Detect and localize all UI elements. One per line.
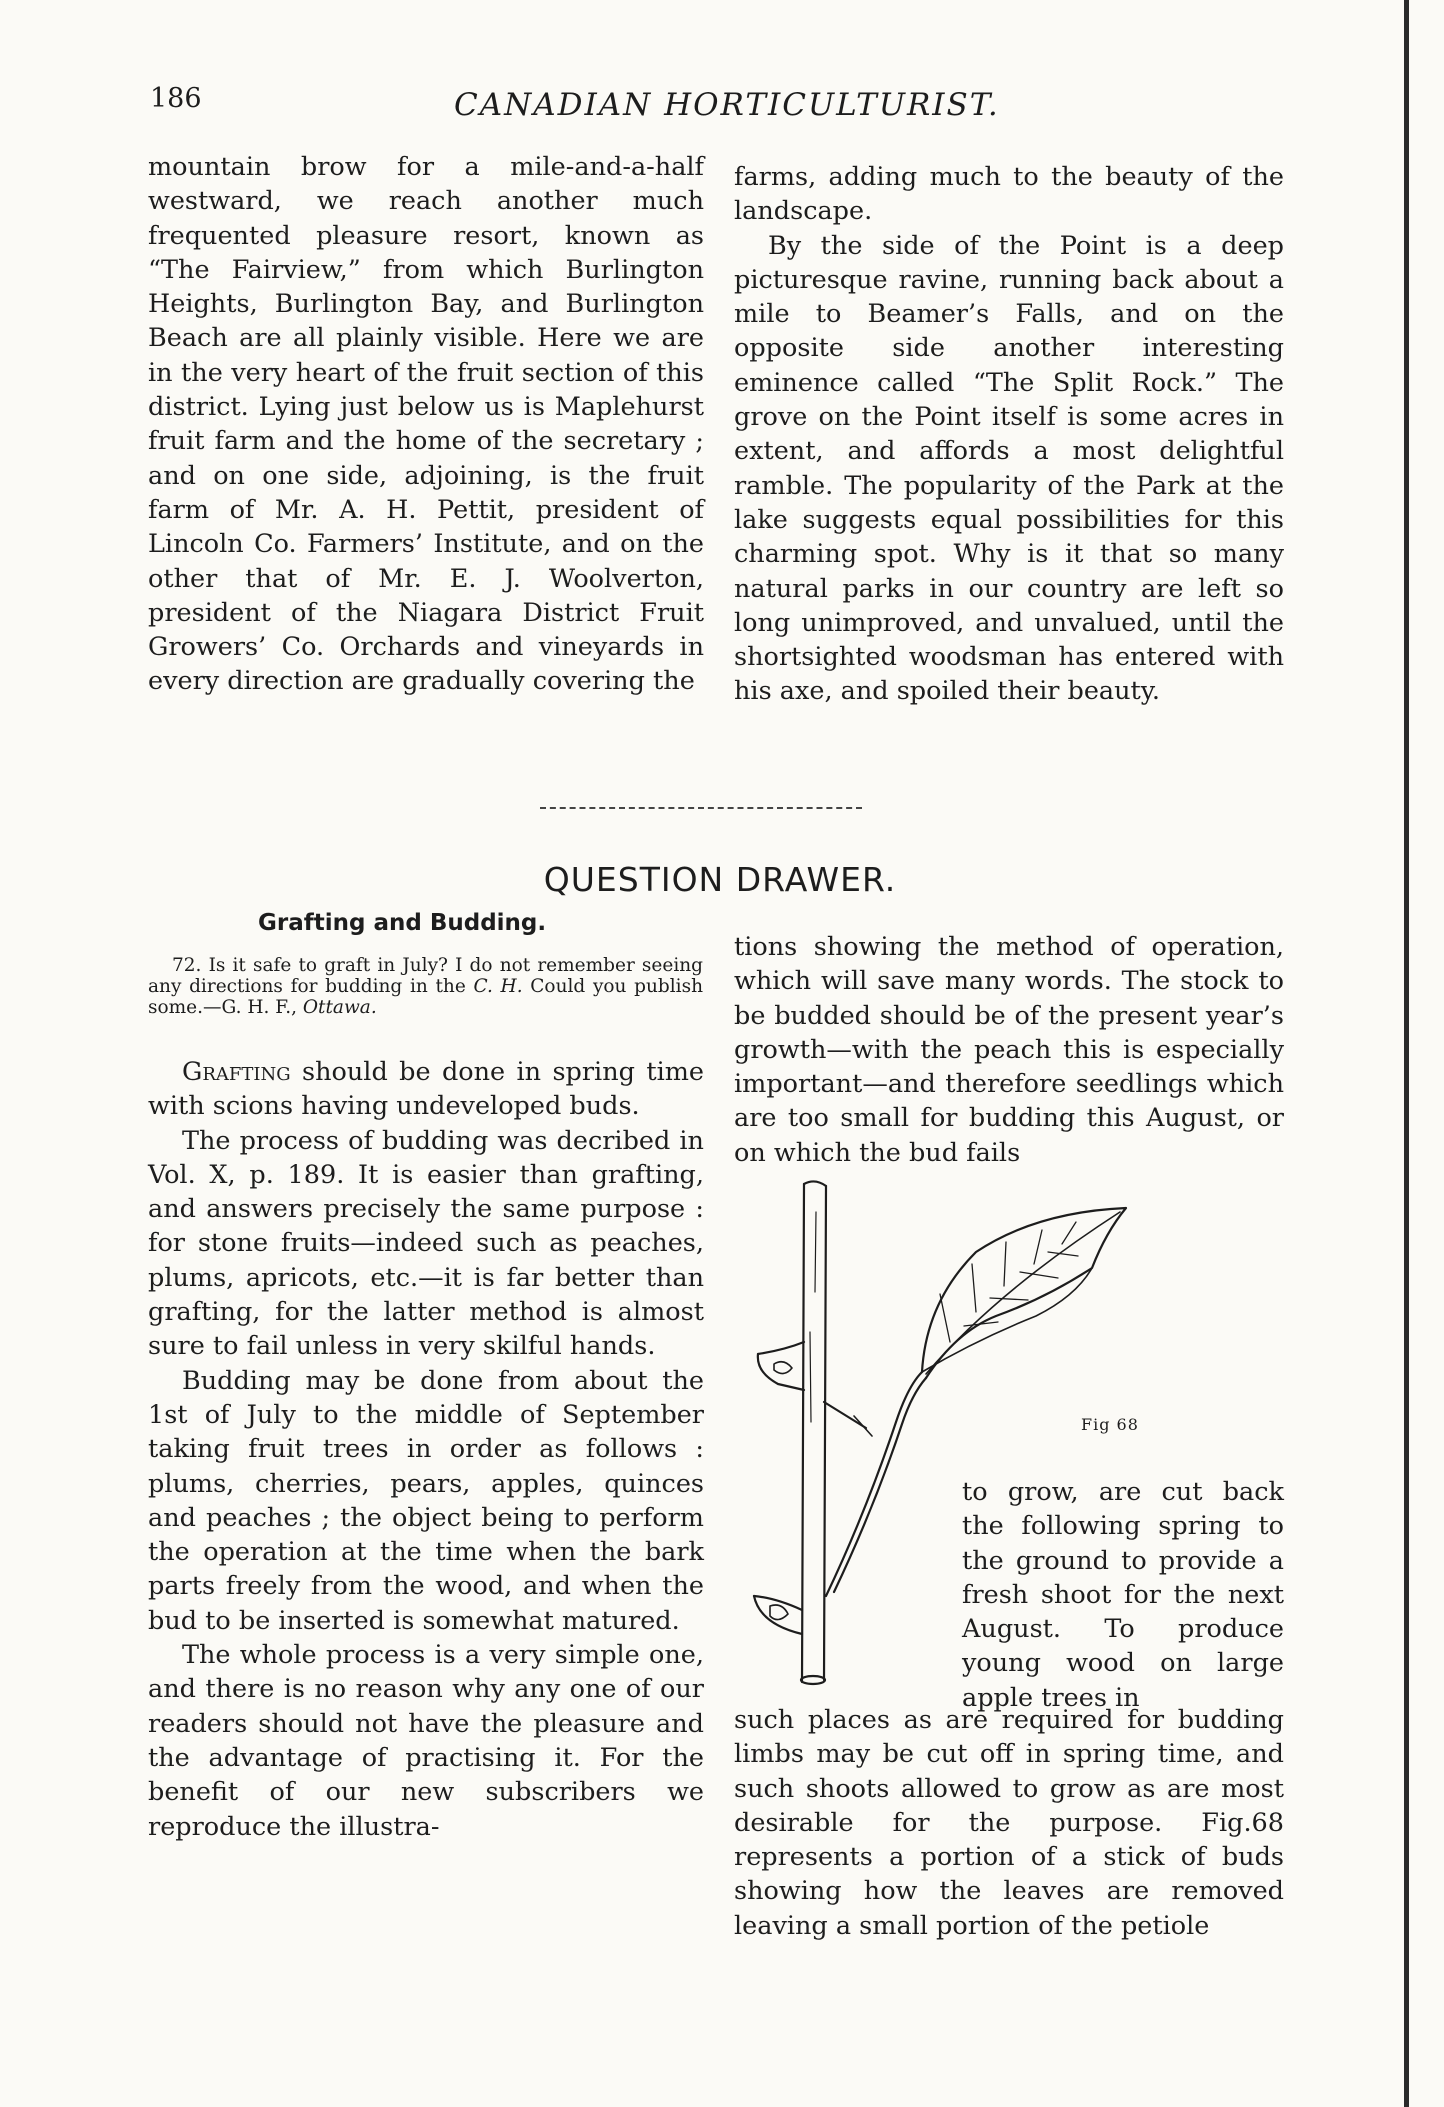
- subheading: Grafting and Budding.: [258, 910, 547, 936]
- page-edge: [1404, 0, 1409, 2107]
- answer-paragraph: The process of budding was decribed in Vol. X, p. 189. It is easier than grafting, and answers precisely the same purpose : for stone fruits—indeed such as peaches, plums, apricots, etc.—it is far better than grafting, for the latter method is almost sure to fail unless in very skilful hands.: [148, 1125, 704, 1362]
- question-text: 72. Is it safe to graft in July? I do not remember seeing any directions for budding in the: [148, 955, 703, 997]
- running-title: CANADIAN HORTICULTURIST.: [454, 87, 1000, 123]
- figure-label: Fig 68: [1081, 1415, 1139, 1434]
- article-text-continued: farms, adding much to the beauty of the landscape.: [734, 162, 1284, 227]
- section-divider: [540, 807, 862, 809]
- answer-paragraph: Budding may be done from about the 1st of July to the middle of September taking fruit trees in order as follows : plums, cherries, pears, apples, quinces and peaches ; the object being to perform the operation at the time when the bark parts freely from the wood, and when the bud to be inserted is somewhat matured.: [148, 1365, 704, 1636]
- answer-column-left: [148, 1055, 704, 1844]
- text-beside-figure: [962, 1475, 1284, 1715]
- question-place: Ottawa.: [302, 997, 377, 1018]
- reader-question: [148, 955, 703, 1018]
- answer-paragraph: to grow, are cut back the following spring to the ground to provide a fresh shoot for the next August. To produce young wood on large apple trees in: [962, 1477, 1284, 1713]
- question-tail: Could you publish some.—G. H. F.,: [148, 976, 703, 1018]
- article-paragraph-point: By the side of the Point is a deep picturesque ravine, running back about a mile to Beamer’s Falls, and on the opposite side another interesting eminence called “The Split Rock.” The grove on the Point itself is some acres in extent, and affords a most delightful ramble. The popularity of the Park at the lake suggests equal possibilities for this charming spot. Why is it that so many natural parks in our country are left so long unimproved, and unvalued, until the shortsighted woodsman has entered with his axe, and spoiled their beauty.: [734, 230, 1284, 707]
- section-title: QUESTION DRAWER.: [543, 860, 897, 899]
- question-journal: C. H.: [473, 976, 523, 997]
- answer-column-right-bottom: [734, 1703, 1284, 1943]
- lead-word: Grafting: [182, 1057, 291, 1087]
- answer-paragraph: [148, 1055, 704, 1124]
- article-column-left: [148, 150, 704, 699]
- answer-column-right: [734, 930, 1284, 1170]
- page-number: 186: [150, 83, 202, 114]
- answer-paragraph: tions showing the method of operation, which will save many words. The stock to be budded should be of the present year’s growth—with the peach this is especially important—and therefore seedlings which are too small for budding this August, or on which the bud fails: [734, 932, 1284, 1168]
- article-column-right: [734, 160, 1284, 709]
- answer-text: should be done in spring time with scions having undeveloped buds.: [148, 1057, 704, 1122]
- article-text-left: mountain brow for a mile-and-a-half westward, we reach another much frequented pleasure resort, known as “The Fairview,” from which Burlington Heights, Burlington Bay, and Burlington Beach are all plainly visible. Here we are in the very heart of the fruit section of this district. Lying just below us is Maplehurst fruit farm and the home of the secretary ; and on one side, adjoining, is the fruit farm of Mr. A. H. Pettit, president of Lincoln Co. Farmers’ Institute, and on the other that of Mr. E. J. Woolverton, president of the Niagara District Fruit Growers’ Co. Orchards and vineyards in every direction are gradually covering the: [148, 152, 704, 697]
- answer-paragraph: The whole process is a very simple one, and there is no reason why any one of our readers should not have the pleasure and the advantage of practising it. For the benefit of our new subscribers we reproduce the illustra-: [148, 1640, 704, 1842]
- answer-paragraph: such places as are required for budding limbs may be cut off in spring time, and such shoots allowed to grow as are most desirable for the purpose. Fig.68 represents a portion of a stick of buds showing how the leaves are removed leaving a small portion of the petiole: [734, 1705, 1284, 1941]
